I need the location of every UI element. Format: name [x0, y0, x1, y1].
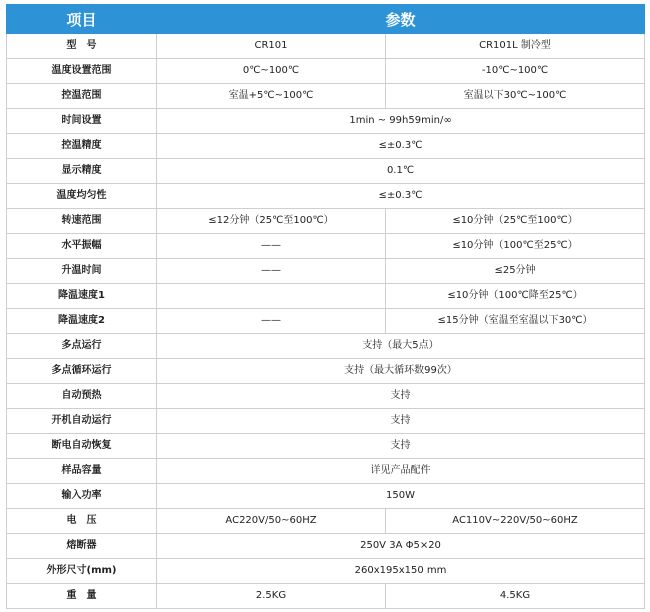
- row-value-model-a: ——: [157, 309, 386, 334]
- table-row: [7, 184, 645, 209]
- table-row: [7, 84, 645, 109]
- table-row: [7, 209, 645, 234]
- spec-table-body: [7, 34, 645, 609]
- table-header-row: [7, 5, 645, 34]
- table-row: [7, 309, 645, 334]
- row-label: 电 压: [7, 509, 157, 534]
- row-value-model-a: ≤12分钟（25℃至100℃）: [157, 209, 386, 234]
- row-value: 支持: [157, 409, 645, 434]
- row-value: ≤±0.3℃: [157, 184, 645, 209]
- row-label: 温度设置范围: [7, 59, 157, 84]
- row-value-model-a: 2.5KG: [157, 584, 386, 609]
- table-row: [7, 559, 645, 584]
- table-row: [7, 259, 645, 284]
- row-value-model-b: ≤10分钟（25℃至100℃）: [386, 209, 645, 234]
- table-row: [7, 284, 645, 309]
- row-label: 样品容量: [7, 459, 157, 484]
- row-label: 断电自动恢复: [7, 434, 157, 459]
- row-value-model-a: CR101: [157, 34, 386, 59]
- row-label: 开机自动运行: [7, 409, 157, 434]
- table-row: [7, 34, 645, 59]
- table-row: [7, 534, 645, 559]
- table-row: [7, 109, 645, 134]
- table-row: [7, 234, 645, 259]
- row-label: 控温范围: [7, 84, 157, 109]
- row-value-model-a: ——: [157, 234, 386, 259]
- row-label: 重 量: [7, 584, 157, 609]
- row-value: 260x195x150 mm: [157, 559, 645, 584]
- row-value-model-a: ——: [157, 259, 386, 284]
- row-label: 熔断器: [7, 534, 157, 559]
- row-label: 自动预热: [7, 384, 157, 409]
- row-value-model-b: ≤10分钟（100℃至25℃）: [386, 234, 645, 259]
- row-value: 详见产品配件: [157, 459, 645, 484]
- table-row: [7, 409, 645, 434]
- table-row: [7, 59, 645, 84]
- row-value-model-b: ≤10分钟（100℃降至25℃）: [386, 284, 645, 309]
- table-row: [7, 384, 645, 409]
- table-row: [7, 484, 645, 509]
- row-label: 外形尺寸(mm): [7, 559, 157, 584]
- row-value: 150W: [157, 484, 645, 509]
- row-value-model-b: 室温以下30℃~100℃: [386, 84, 645, 109]
- table-row: [7, 334, 645, 359]
- row-label: 降温速度1: [7, 284, 157, 309]
- row-label: 型 号: [7, 34, 157, 59]
- row-label: 升温时间: [7, 259, 157, 284]
- row-value-model-a: 0℃~100℃: [157, 59, 386, 84]
- row-value: 支持: [157, 434, 645, 459]
- header-item: 项目: [7, 5, 157, 34]
- row-value: ≤±0.3℃: [157, 134, 645, 159]
- row-value-model-a: 室温+5℃~100℃: [157, 84, 386, 109]
- row-label: 显示精度: [7, 159, 157, 184]
- row-label: 转速范围: [7, 209, 157, 234]
- row-value-model-b: 4.5KG: [386, 584, 645, 609]
- row-value-model-b: -10℃~100℃: [386, 59, 645, 84]
- row-value-model-a: [157, 284, 386, 309]
- table-row: [7, 509, 645, 534]
- spec-table: [6, 4, 645, 609]
- row-label: 水平振幅: [7, 234, 157, 259]
- row-label: 控温精度: [7, 134, 157, 159]
- row-label: 时间设置: [7, 109, 157, 134]
- row-label: 降温速度2: [7, 309, 157, 334]
- row-value: 支持（最大循环数99次）: [157, 359, 645, 384]
- row-label: 温度均匀性: [7, 184, 157, 209]
- row-value: 250V 3A Φ5×20: [157, 534, 645, 559]
- row-value: 0.1℃: [157, 159, 645, 184]
- row-value-model-a: AC220V/50~60HZ: [157, 509, 386, 534]
- header-parameters: 参数: [157, 5, 645, 34]
- row-value-model-b: CR101L 制冷型: [386, 34, 645, 59]
- row-value: 支持（最大5点）: [157, 334, 645, 359]
- table-row: [7, 134, 645, 159]
- table-row: [7, 159, 645, 184]
- row-label: 多点循环运行: [7, 359, 157, 384]
- row-value-model-b: AC110V~220V/50~60HZ: [386, 509, 645, 534]
- row-value: 1min ~ 99h59min/∞: [157, 109, 645, 134]
- table-row: [7, 434, 645, 459]
- table-row: [7, 359, 645, 384]
- row-value-model-b: ≤15分钟（室温至室温以下30℃）: [386, 309, 645, 334]
- row-label: 多点运行: [7, 334, 157, 359]
- row-value: 支持: [157, 384, 645, 409]
- table-row: [7, 459, 645, 484]
- table-row: [7, 584, 645, 609]
- row-value-model-b: ≤25分钟: [386, 259, 645, 284]
- row-label: 输入功率: [7, 484, 157, 509]
